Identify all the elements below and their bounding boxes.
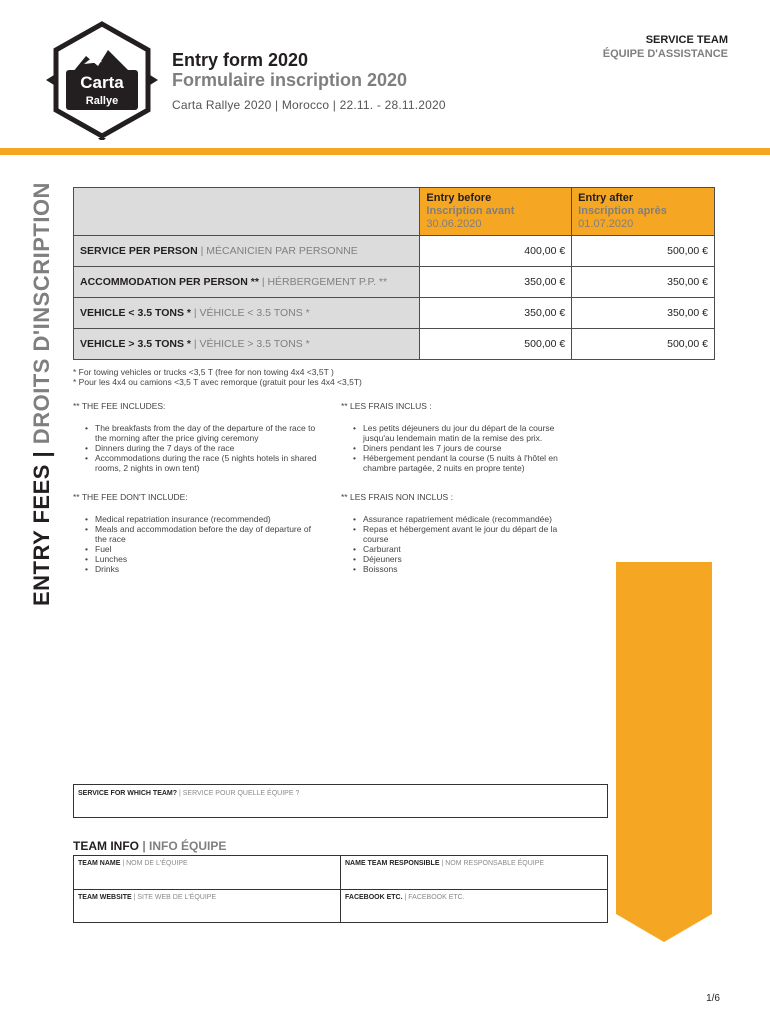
team-info-grid <box>73 855 608 923</box>
list-item: • Assurance rapatriement médicale (recommandée) <box>341 514 576 524</box>
list-item: • Diners pendant les 7 jours de course <box>341 443 576 453</box>
includes-fr-heading: ** LES FRAIS INCLUS : <box>341 401 432 411</box>
fees-header-row <box>74 188 715 236</box>
team-website-field[interactable]: TEAM WEBSITE | SITE WEB DE L'ÉQUIPE <box>78 894 217 901</box>
svg-text:Carta: Carta <box>80 73 124 92</box>
table-row <box>74 298 715 329</box>
list-item: • Fuel <box>73 544 323 554</box>
col-after-fr: Inscription après <box>578 205 667 217</box>
fees-table <box>73 187 715 360</box>
table-row <box>74 267 715 298</box>
facebook-field[interactable]: FACEBOOK ETC. | FACEBOOK ETC. <box>345 894 465 901</box>
list-item: • Hébergement pendant la course (5 nuits à l'hôtel en chambre partagée, 2 nuits en propre tente) <box>341 453 576 473</box>
col-before-fr: Inscription avant <box>426 205 515 217</box>
col-before-en: Entry before <box>426 192 492 204</box>
orange-divider <box>0 148 770 155</box>
row-label: VEHICLE < 3.5 TONS * | VÉHICLE < 3.5 TONS * <box>74 298 420 329</box>
price-before: 400,00 € <box>420 236 572 267</box>
title-block <box>172 50 446 112</box>
arrow-left-icon <box>46 75 54 85</box>
service-team-field[interactable] <box>73 784 608 818</box>
footnote-fr: * Pour les 4x4 ou camions <3,5 T avec remorque (gratuit pour les 4x4 <3,5T) <box>73 377 362 387</box>
page-title-fr: Formulaire inscription 2020 <box>172 70 408 90</box>
page-number: 1/6 <box>706 993 720 1004</box>
team-responsible-field[interactable]: NAME TEAM RESPONSIBLE | NOM RESPONSABLE ÉQUIPE <box>345 860 545 867</box>
list-item: • Les petits déjeuners du jour du départ de la course jusqu'au lendemain matin de la remise des prix. <box>341 423 576 443</box>
list-item: • Déjeuners <box>341 554 576 564</box>
includes-en-heading: ** THE FEE INCLUDES: <box>73 401 166 411</box>
excludes-fr-heading: ** LES FRAIS NON INCLUS : <box>341 492 453 502</box>
col-entry-after <box>572 188 715 236</box>
list-item: • Accommodations during the race (5 nights hotels in shared rooms, 2 nights in own tent) <box>73 453 328 473</box>
side-title <box>27 182 57 606</box>
row-label: ACCOMMODATION PER PERSON ** | HÉRBERGEMENT P.P. ** <box>74 267 420 298</box>
team-info-heading: TEAM INFO | INFO ÉQUIPE <box>73 839 227 853</box>
arrow-right-icon <box>150 75 158 85</box>
price-after: 500,00 € <box>572 329 715 360</box>
excludes-fr <box>341 492 576 574</box>
service-team-fr: ÉQUIPE D'ASSISTANCE <box>602 48 728 60</box>
side-title-en: ENTRY FEES <box>29 464 54 606</box>
excludes-en-heading: ** THE FEE DON'T INCLUDE: <box>73 492 188 502</box>
price-after: 500,00 € <box>572 236 715 267</box>
list-item: • Carburant <box>341 544 576 554</box>
col-entry-before <box>420 188 572 236</box>
page-subtitle: Carta Rallye 2020 | Morocco | 22.11. - 28.11.2020 <box>172 98 446 112</box>
service-team-label <box>603 33 728 61</box>
service-team-field-label: SERVICE FOR WHICH TEAM? | SERVICE POUR QUELLE ÉQUIPE ? <box>78 790 300 797</box>
side-title-sep: | <box>29 444 54 465</box>
col-after-en: Entry after <box>578 192 634 204</box>
fees-header-blank <box>74 188 420 236</box>
page-title: Entry form 2020 <box>172 50 309 70</box>
service-team-en: SERVICE TEAM <box>645 34 728 46</box>
price-after: 350,00 € <box>572 298 715 329</box>
price-after: 350,00 € <box>572 267 715 298</box>
row-label: VEHICLE > 3.5 TONS * | VÉHICLE > 3.5 TONS * <box>74 329 420 360</box>
includes-fr <box>341 401 576 473</box>
decorative-banner <box>616 562 712 942</box>
table-row <box>74 329 715 360</box>
list-item: • Dinners during the 7 days of the race <box>73 443 328 453</box>
list-item: • Drinks <box>73 564 323 574</box>
includes-en <box>73 401 328 473</box>
svg-text:Rallye: Rallye <box>85 95 119 107</box>
list-item: • Lunches <box>73 554 323 564</box>
team-name-field[interactable]: TEAM NAME | NOM DE L'ÉQUIPE <box>78 860 188 867</box>
side-title-fr: DROITS D'INSCRIPTION <box>29 182 54 445</box>
col-after-date: 01.07.2020 <box>578 218 634 230</box>
footnotes <box>73 367 362 387</box>
price-before: 350,00 € <box>420 298 572 329</box>
row-label: SERVICE PER PERSON | MÉCANICIEN PAR PERSONNE <box>74 236 420 267</box>
list-item: • The breakfasts from the day of the departure of the race to the morning after the price giving ceremony <box>73 423 328 443</box>
table-row <box>74 236 715 267</box>
price-before: 500,00 € <box>420 329 572 360</box>
list-item: • Medical repatriation insurance (recommended) <box>73 514 323 524</box>
list-item: • Boissons <box>341 564 576 574</box>
excludes-en <box>73 492 323 574</box>
list-item: • Meals and accommodation before the day of departure of the race <box>73 524 323 544</box>
price-before: 350,00 € <box>420 267 572 298</box>
col-before-date: 30.06.2020 <box>426 218 482 230</box>
list-item: • Repas et hébergement avant le jour du départ de la course <box>341 524 576 544</box>
carta-rallye-logo <box>46 20 158 140</box>
footnote-en: * For towing vehicles or trucks <3,5 T (free for non towing 4x4 <3,5T ) <box>73 367 334 377</box>
